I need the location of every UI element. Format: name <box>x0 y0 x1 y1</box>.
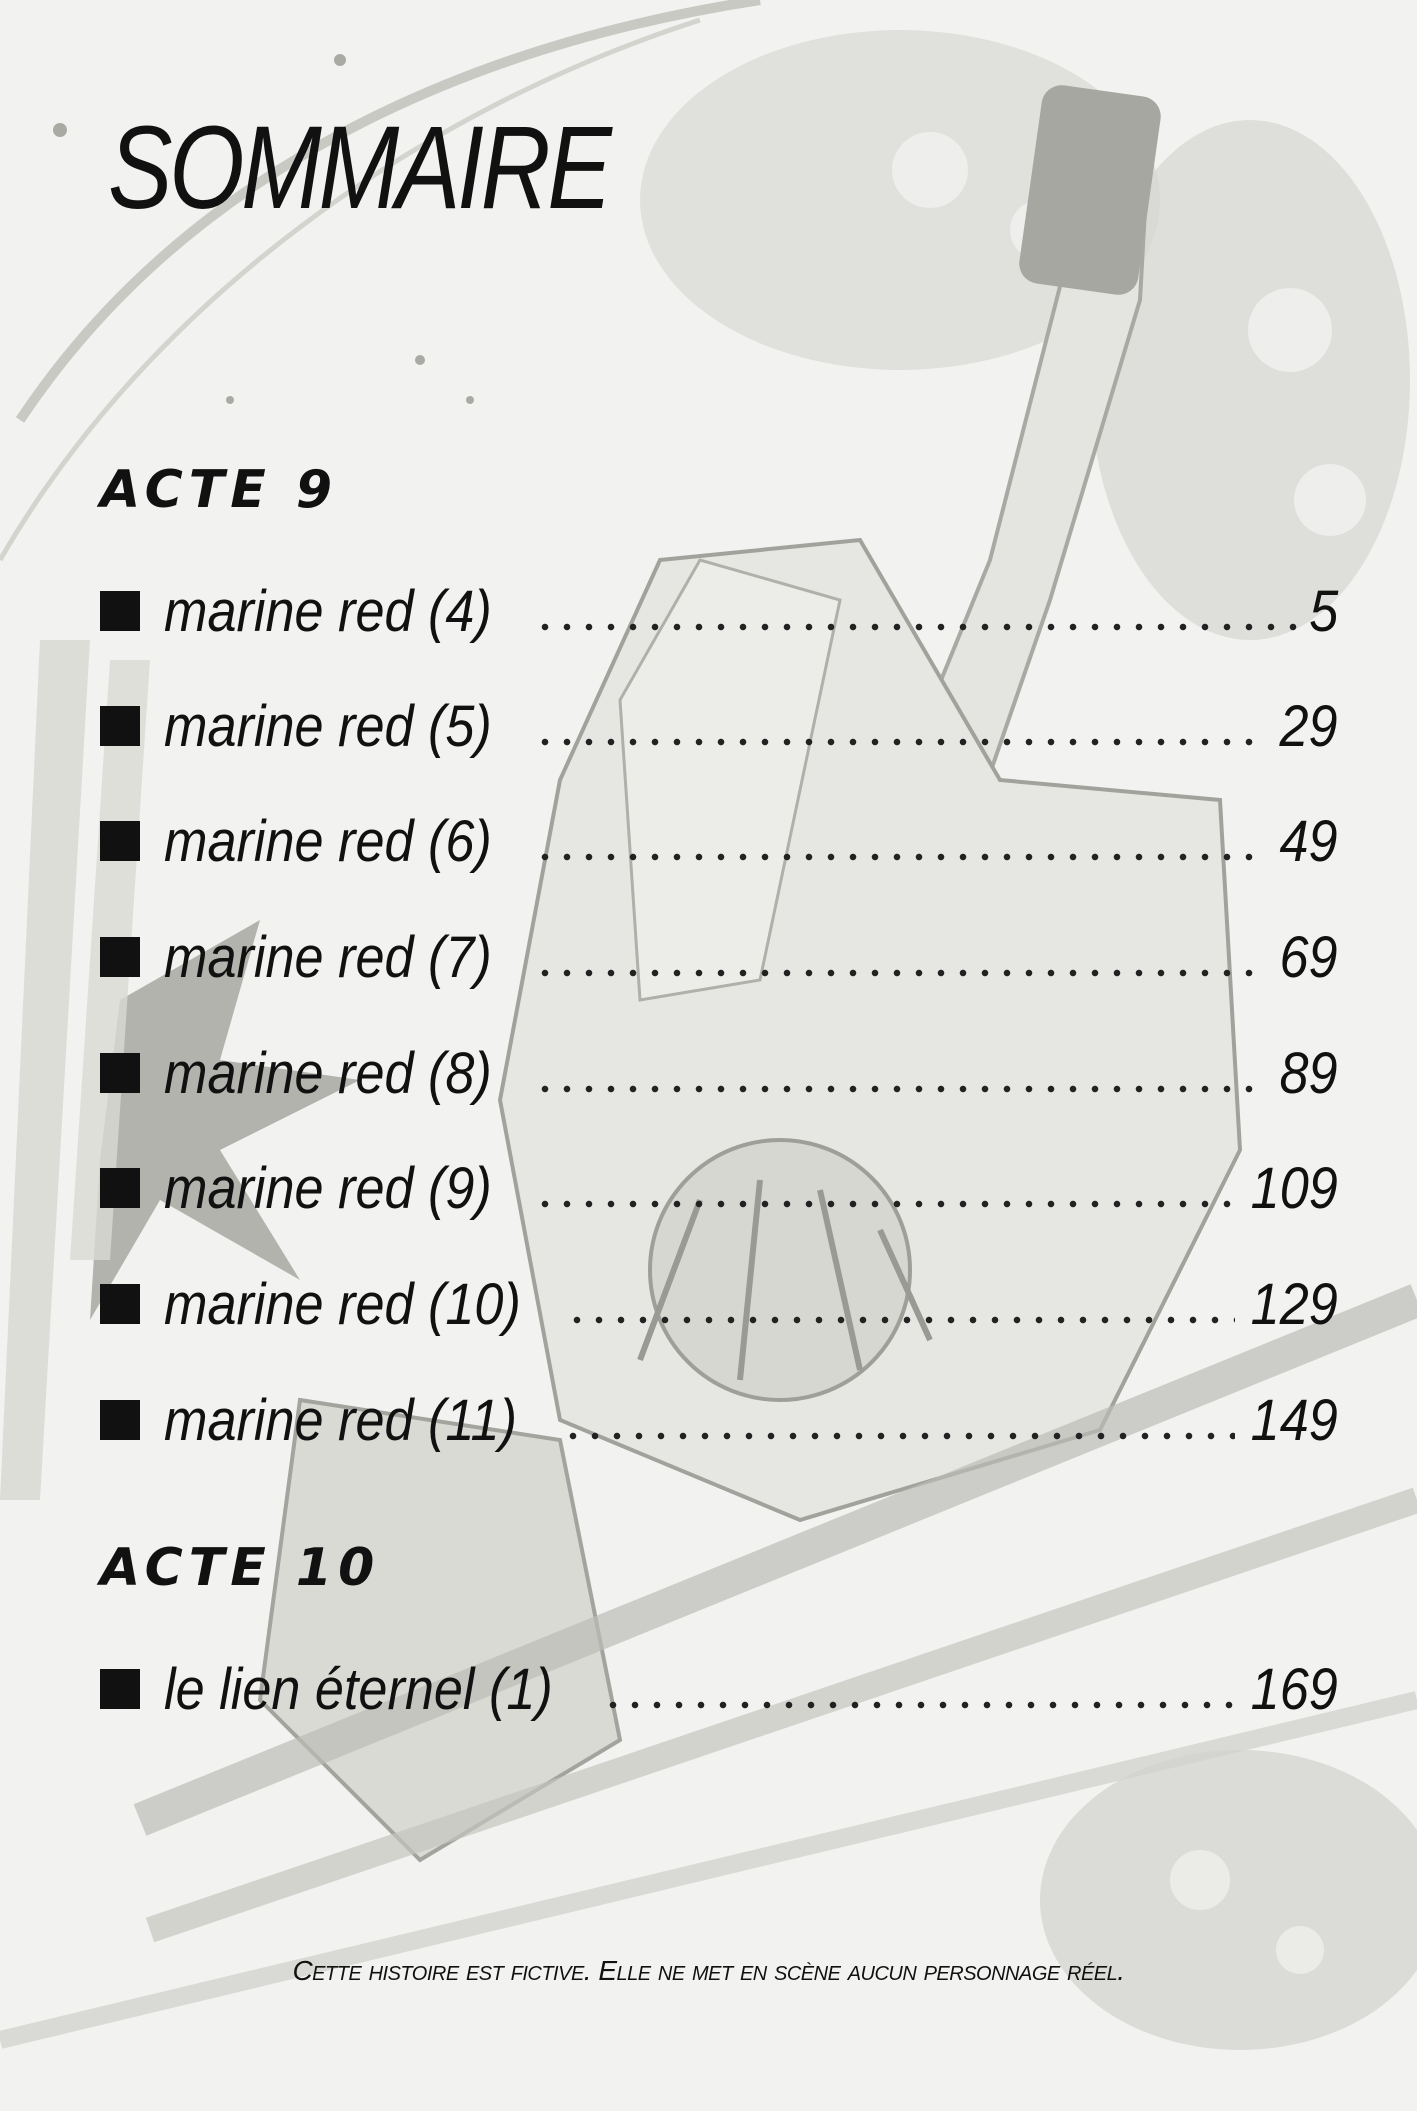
dot-leader <box>534 1084 1267 1094</box>
entry-label: marine red (11) <box>164 1387 517 1453</box>
dot-leader <box>534 968 1267 978</box>
entry-page-number: 89 <box>1279 1040 1338 1106</box>
dot-leader <box>534 852 1267 862</box>
entry-page-number: 69 <box>1279 924 1338 990</box>
square-bullet-icon <box>100 706 140 746</box>
toc-entry <box>100 571 1338 651</box>
entry-label: marine red (4) <box>164 578 492 644</box>
fiction-disclaimer: Cette histoire est fictive. Elle ne met en scène aucun personnage réel. <box>292 1955 1125 1986</box>
square-bullet-icon <box>100 821 140 861</box>
toc-entry <box>100 1264 1338 1344</box>
square-bullet-icon <box>100 1284 140 1324</box>
entry-label: marine red (9) <box>164 1155 492 1221</box>
square-bullet-icon <box>100 937 140 977</box>
entry-label: marine red (6) <box>164 808 492 874</box>
entry-page-number: 5 <box>1308 578 1338 644</box>
dot-leader <box>566 1315 1235 1325</box>
entry-page-number: 169 <box>1250 1656 1338 1722</box>
entry-page-number: 29 <box>1279 693 1338 759</box>
dot-leader <box>534 1199 1235 1209</box>
dot-leader <box>562 1431 1235 1441</box>
toc-entry <box>100 1033 1338 1113</box>
entry-label: marine red (5) <box>164 693 492 759</box>
toc-entry <box>100 1649 1338 1729</box>
dot-leader <box>602 1700 1235 1710</box>
section-heading-acte-10: ACTE 10 <box>100 1538 381 1598</box>
square-bullet-icon <box>100 1400 140 1440</box>
toc-entry <box>100 1380 1338 1460</box>
entry-page-number: 109 <box>1250 1155 1338 1221</box>
entry-label: marine red (7) <box>164 924 492 990</box>
toc-entry <box>100 917 1338 997</box>
square-bullet-icon <box>100 1053 140 1093</box>
dot-leader <box>534 737 1267 747</box>
toc-entry <box>100 1148 1338 1228</box>
entry-label: marine red (10) <box>164 1271 521 1337</box>
entry-label: marine red (8) <box>164 1040 492 1106</box>
square-bullet-icon <box>100 591 140 631</box>
page-title-text: SOMMAIRE <box>108 102 609 234</box>
section-heading-acte-9: ACTE 9 <box>100 460 339 520</box>
entry-label: le lien éternel (1) <box>164 1656 553 1722</box>
toc-entry <box>100 801 1338 881</box>
square-bullet-icon <box>100 1168 140 1208</box>
toc-entry <box>100 686 1338 766</box>
dot-leader <box>534 622 1300 632</box>
square-bullet-icon <box>100 1669 140 1709</box>
entry-page-number: 149 <box>1250 1387 1338 1453</box>
entry-page-number: 49 <box>1279 808 1338 874</box>
entry-page-number: 129 <box>1250 1271 1338 1337</box>
page-title <box>108 100 609 236</box>
